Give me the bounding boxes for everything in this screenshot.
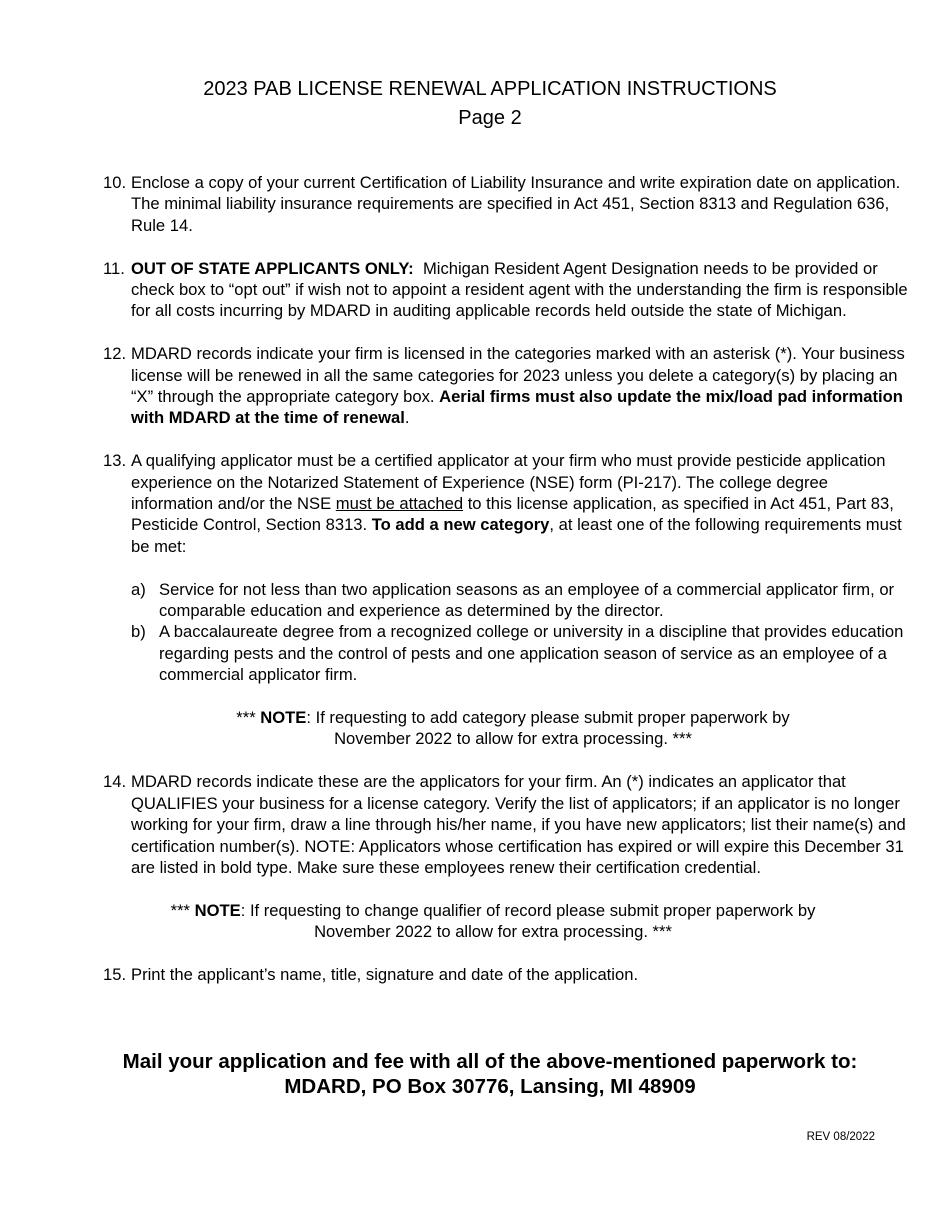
page-number: Page 2 — [458, 107, 522, 129]
item-bold-text: Aerial firms must also update the mix/load pad information with MDARD at the time of renewal — [131, 387, 903, 428]
mail-line: Mail your application and fee with all of the above-mentioned paperwork to: — [122, 1050, 858, 1073]
page-title: 2023 PAB LICENSE RENEWAL APPLICATION INSTRUCTIONS — [203, 78, 777, 100]
item-number: 11. — [103, 258, 125, 278]
item-bold-label: OUT OF STATE APPLICANTS ONLY: — [131, 258, 414, 278]
item-text: Enclose a copy of your current Certification of Liability Insurance and write expiration date on application. The minimal liability insurance requirements are specified in Act 451, Section 8313 and Regulation 636, Rule 14. — [131, 173, 901, 235]
revision-date: REV 08/2022 — [806, 1131, 875, 1143]
mailing-instructions — [0, 1049, 950, 1099]
instruction-item-14 — [103, 771, 913, 878]
requirement-text: Service for not less than two application seasons as an employee of a commercial applicator firm, or comparable education and experience as determined by the director. — [159, 579, 895, 621]
item-number: 13. — [103, 451, 127, 471]
page-header — [0, 75, 950, 133]
item-number: 10. — [103, 173, 127, 192]
note-label: NOTE — [260, 708, 307, 728]
requirement-b — [103, 621, 913, 685]
item-text: MDARD records indicate these are the applicators for your firm. An (*) indicates an applicator that QUALIFIES your business for a license category. Verify the list of applicators; if an applicator is no longer working for your firm, draw a line through his/her name, if you have new applicators; list their name(s) and certification number(s). NOTE: Applicators whose certification has expired or will expire this December 31 are listed in bold type. Make sure these employees renew their certification credential. — [131, 772, 906, 877]
requirement-letter: b) — [131, 622, 146, 642]
item-text: MDARD records indicate your firm is licensed in the categories marked with an asterisk (*). Your business license will be renewed in all the same categories for 2023 unless you delete a category(s) by placing an “X” through the appropriate category box. Aerial firms must also update the mix/load pad information with MDARD at the time of renewal. — [131, 344, 905, 428]
note-change-qualifier: *** NOTE: If requesting to change qualifier of record please submit proper paperwork by November 2022 to allow for extra processing. *** — [170, 900, 816, 942]
item-text: Print the applicant’s name, title, signature and date of the application. — [131, 964, 639, 984]
instruction-item-10 — [103, 172, 913, 236]
underlined-text: must be attached — [335, 494, 464, 514]
instruction-item-11 — [103, 258, 913, 322]
requirement-letter: a) — [131, 579, 146, 599]
item-number: 12. — [103, 344, 127, 364]
requirement-a — [103, 579, 913, 622]
instruction-list — [103, 172, 913, 985]
item-number: 14. — [103, 772, 127, 792]
instruction-item-13 — [103, 450, 913, 557]
requirement-text: A baccalaureate degree from a recognized college or university in a discipline that provides education regarding pests and the control of pests and one application season of service as an employee of a commercial applicator firm. — [159, 622, 904, 685]
note-add-category: *** NOTE: If requesting to add category please submit proper paperwork by November 2022 to allow for extra processing. *** — [236, 708, 790, 749]
instruction-item-15 — [103, 964, 913, 985]
mailing-address: MDARD, PO Box 30776, Lansing, MI 48909 — [284, 1075, 696, 1098]
item-number: 15. — [103, 964, 127, 984]
instruction-item-12 — [103, 343, 913, 429]
note-label: NOTE — [194, 900, 241, 920]
item-bold-text: To add a new category — [371, 515, 550, 535]
item-text: OUT OF STATE APPLICANTS ONLY: Michigan Resident Agent Designation needs to be provided or check box to “opt out” if wish not to appoint a resident agent with the understanding the firm is responsible for all costs incurring by MDARD in auditing applicable records held outside the state of Michigan. — [131, 258, 913, 321]
item-text: A qualifying applicator must be a certified applicator at your firm who must provide pesticide application experience on the Notarized Statement of Experience (NSE) form (PI-217). The college degree information and/or the NSE must be attached to this license application, as specified in Act 451, Part 83, Pesticide Control, Section 8313. To add a new category, at least one of the following requirements must be met: — [131, 451, 902, 556]
